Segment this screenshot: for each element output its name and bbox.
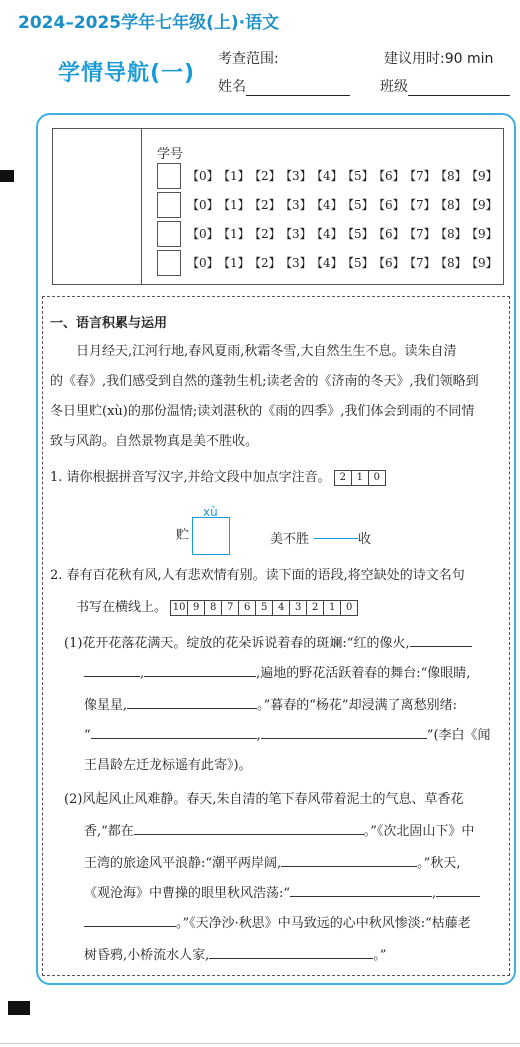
id-digit-option[interactable]: 【7】: [404, 227, 436, 241]
class-label: 班级: [380, 79, 408, 95]
id-digit-option[interactable]: 【1】: [218, 169, 250, 183]
section-heading: 一、语言积累与运用: [50, 316, 168, 331]
score-box[interactable]: 0: [340, 600, 358, 616]
p1-text: ,: [140, 666, 145, 681]
char-label: 贮: [176, 528, 190, 543]
id-digit-option[interactable]: 【2】: [249, 256, 281, 270]
class-line[interactable]: [408, 79, 510, 96]
p2-text: 《观沧海》中曹操的眼里秋风浩荡:“: [84, 886, 291, 901]
id-digit-option[interactable]: 【4】: [311, 227, 343, 241]
registration-mark: [8, 1001, 30, 1015]
answer-blank[interactable]: [127, 694, 257, 709]
passage-line: 的《春》,我们感受到自然的蓬勃生机;读老舍的《济南的冬天》,我们领略到: [50, 374, 479, 389]
score-box[interactable]: 2: [306, 600, 324, 616]
score-boxes: [335, 470, 386, 485]
answer-blank[interactable]: [91, 724, 257, 739]
score-box[interactable]: 9: [187, 600, 205, 616]
answer-blank[interactable]: [410, 632, 472, 647]
p2-text: 。”《次北固山下》中: [363, 824, 475, 839]
p2-line: [84, 852, 460, 874]
p1-text: ”(李白《闻: [426, 728, 491, 743]
score-box[interactable]: 0: [368, 470, 386, 486]
name-line[interactable]: [246, 79, 350, 96]
question-2-line2: [76, 598, 358, 618]
question-1-text: 1. 请你根据拼音写汉字,并给文段中加点字注音。: [50, 470, 331, 485]
score-boxes: [171, 600, 358, 615]
id-digit-option[interactable]: 【8】: [435, 256, 467, 270]
character-box[interactable]: [192, 517, 230, 555]
score-box[interactable]: 5: [255, 600, 273, 616]
passage-line: 日月经天,江河行地,春风夏雨,秋霜冬雪,大自然生生不息。读朱自清: [76, 344, 457, 359]
p1-text: ,: [256, 728, 261, 743]
id-write-box[interactable]: [157, 221, 181, 247]
p1-text: ,遍地的野花活跃着春的舞台:“像眼睛,: [256, 666, 471, 681]
answer-blank[interactable]: [436, 882, 480, 897]
p1-line: [84, 724, 491, 746]
id-digit-option[interactable]: 【3】: [280, 256, 312, 270]
top-title: 2024–2025学年七年级(上)·语文: [18, 13, 280, 33]
id-digit-option[interactable]: 【4】: [311, 256, 343, 270]
id-digit-option[interactable]: 【9】: [466, 256, 498, 270]
score-box[interactable]: 6: [238, 600, 256, 616]
student-id-label: 学号: [157, 147, 184, 162]
id-write-box[interactable]: [157, 163, 181, 189]
answer-blank[interactable]: [290, 882, 432, 897]
p2-line: [84, 944, 386, 966]
p1-text: “: [84, 728, 91, 743]
id-digit-option[interactable]: 【6】: [373, 256, 405, 270]
question-2-text: 书写在横线上。: [76, 600, 168, 615]
id-digit-option[interactable]: 【6】: [373, 227, 405, 241]
answer-blank[interactable]: [144, 662, 256, 677]
answer-blank[interactable]: [281, 852, 417, 867]
p2-text: 。”秋天,: [417, 856, 461, 871]
id-digit-option[interactable]: 【1】: [218, 256, 250, 270]
id-photo-area: [53, 129, 142, 284]
p2-text: 香,“都在: [84, 824, 134, 839]
id-digit-option[interactable]: 【1】: [218, 227, 250, 241]
score-box[interactable]: 4: [272, 600, 290, 616]
id-digit-option[interactable]: 【5】: [342, 198, 374, 212]
question-1: [50, 468, 386, 488]
score-box[interactable]: 3: [289, 600, 307, 616]
p1-line: [84, 694, 457, 716]
id-digit-option[interactable]: 【7】: [404, 169, 436, 183]
id-digit-option[interactable]: 【6】: [373, 198, 405, 212]
name-field[interactable]: [218, 76, 350, 96]
passage-line: 致与风韵。自然景物真是美不胜收。: [50, 434, 259, 449]
id-digit-option[interactable]: 【2】: [249, 227, 281, 241]
pinyin-blank[interactable]: [314, 524, 358, 539]
exam-range-label: 考查范围:: [218, 51, 279, 67]
page-divider: [0, 1043, 520, 1044]
id-digit-option[interactable]: 【1】: [218, 198, 250, 212]
id-write-box[interactable]: [157, 250, 181, 276]
p1-text: (1)花开花落花满天。绽放的花朵诉说着春的斑斓:“红的像火,: [64, 636, 410, 651]
id-digit-option[interactable]: 【3】: [280, 198, 312, 212]
score-box[interactable]: 10: [170, 600, 188, 616]
id-digit-option[interactable]: 【0】: [187, 227, 219, 241]
p2-line: (2)风起风止风难静。春天,朱自清的笔下春风带着泥土的气息、草香花: [64, 792, 464, 807]
id-digit-option[interactable]: 【4】: [311, 198, 343, 212]
id-digit-option[interactable]: 【0】: [187, 169, 219, 183]
id-digit-option[interactable]: 【6】: [373, 169, 405, 183]
id-digit-option[interactable]: 【9】: [466, 198, 498, 212]
p2-line: [84, 912, 471, 934]
pinyin-label: xù: [203, 505, 218, 519]
answer-blank[interactable]: [209, 944, 373, 959]
p1-line: [64, 632, 472, 654]
answer-blank[interactable]: [261, 724, 427, 739]
student-id-box: [52, 128, 504, 285]
id-write-box[interactable]: [157, 192, 181, 218]
id-digit-option[interactable]: 【4】: [311, 169, 343, 183]
score-box[interactable]: 1: [323, 600, 341, 616]
score-box[interactable]: 1: [351, 470, 369, 486]
id-digit-option[interactable]: 【9】: [466, 169, 498, 183]
time-label: 建议用时:90 min: [384, 51, 494, 67]
id-digit-option[interactable]: 【7】: [404, 198, 436, 212]
name-label: 姓名: [218, 79, 246, 95]
id-digit-option[interactable]: 【5】: [342, 169, 374, 183]
id-digit-option[interactable]: 【5】: [342, 227, 374, 241]
passage-line: 冬日里贮(xù)的那份温情;读刘湛秋的《雨的四季》,我们体会到雨的不同情: [50, 404, 475, 419]
p1-text: 。”暮春的“杨花”却浸满了离愁别绪:: [257, 698, 457, 713]
score-box[interactable]: 7: [221, 600, 239, 616]
answer-blank[interactable]: [134, 820, 364, 835]
p2-line: [84, 820, 474, 842]
id-digit-option[interactable]: 【8】: [435, 198, 467, 212]
id-digit-option[interactable]: 【9】: [466, 227, 498, 241]
score-box[interactable]: 2: [334, 470, 352, 486]
p2-text: 。”《天净沙·秋思》中马致远的心中秋风惨淡:“枯藤老: [176, 916, 471, 931]
id-digit-option[interactable]: 【7】: [404, 256, 436, 270]
question-2-line1: 2. 春有百花秋有风,人有悲欢情有别。读下面的语段,将空缺处的诗文名句: [50, 568, 465, 583]
phrase-right: 收: [358, 532, 372, 547]
p2-text: 王湾的旅途风平浪静:“潮平两岸阔,: [84, 856, 282, 871]
brand-title: 学情导航(一): [58, 61, 196, 86]
p2-text: 。”: [373, 948, 387, 963]
class-field[interactable]: [380, 76, 510, 96]
phrase-left: 美不胜: [270, 532, 310, 547]
id-digit-option[interactable]: 【0】: [187, 256, 219, 270]
id-digit-option[interactable]: 【2】: [249, 169, 281, 183]
answer-blank[interactable]: [84, 912, 176, 927]
answer-blank[interactable]: [84, 662, 140, 677]
id-digit-option[interactable]: 【8】: [435, 227, 467, 241]
id-digit-option[interactable]: 【0】: [187, 198, 219, 212]
p2-text: ,: [432, 886, 437, 901]
id-digit-option[interactable]: 【3】: [280, 227, 312, 241]
id-digit-option[interactable]: 【8】: [435, 169, 467, 183]
id-digit-option[interactable]: 【3】: [280, 169, 312, 183]
registration-mark: [0, 170, 14, 182]
p2-line: [84, 882, 480, 904]
p1-line: [84, 662, 470, 684]
score-box[interactable]: 8: [204, 600, 222, 616]
p1-line: 王昌龄左迁龙标遥有此寄》)。: [84, 758, 252, 773]
p2-text: 树昏鸦,小桥流水人家,: [84, 948, 210, 963]
id-digit-option[interactable]: 【2】: [249, 198, 281, 212]
p1-text: 像星星,: [84, 698, 128, 713]
id-digit-option[interactable]: 【5】: [342, 256, 374, 270]
